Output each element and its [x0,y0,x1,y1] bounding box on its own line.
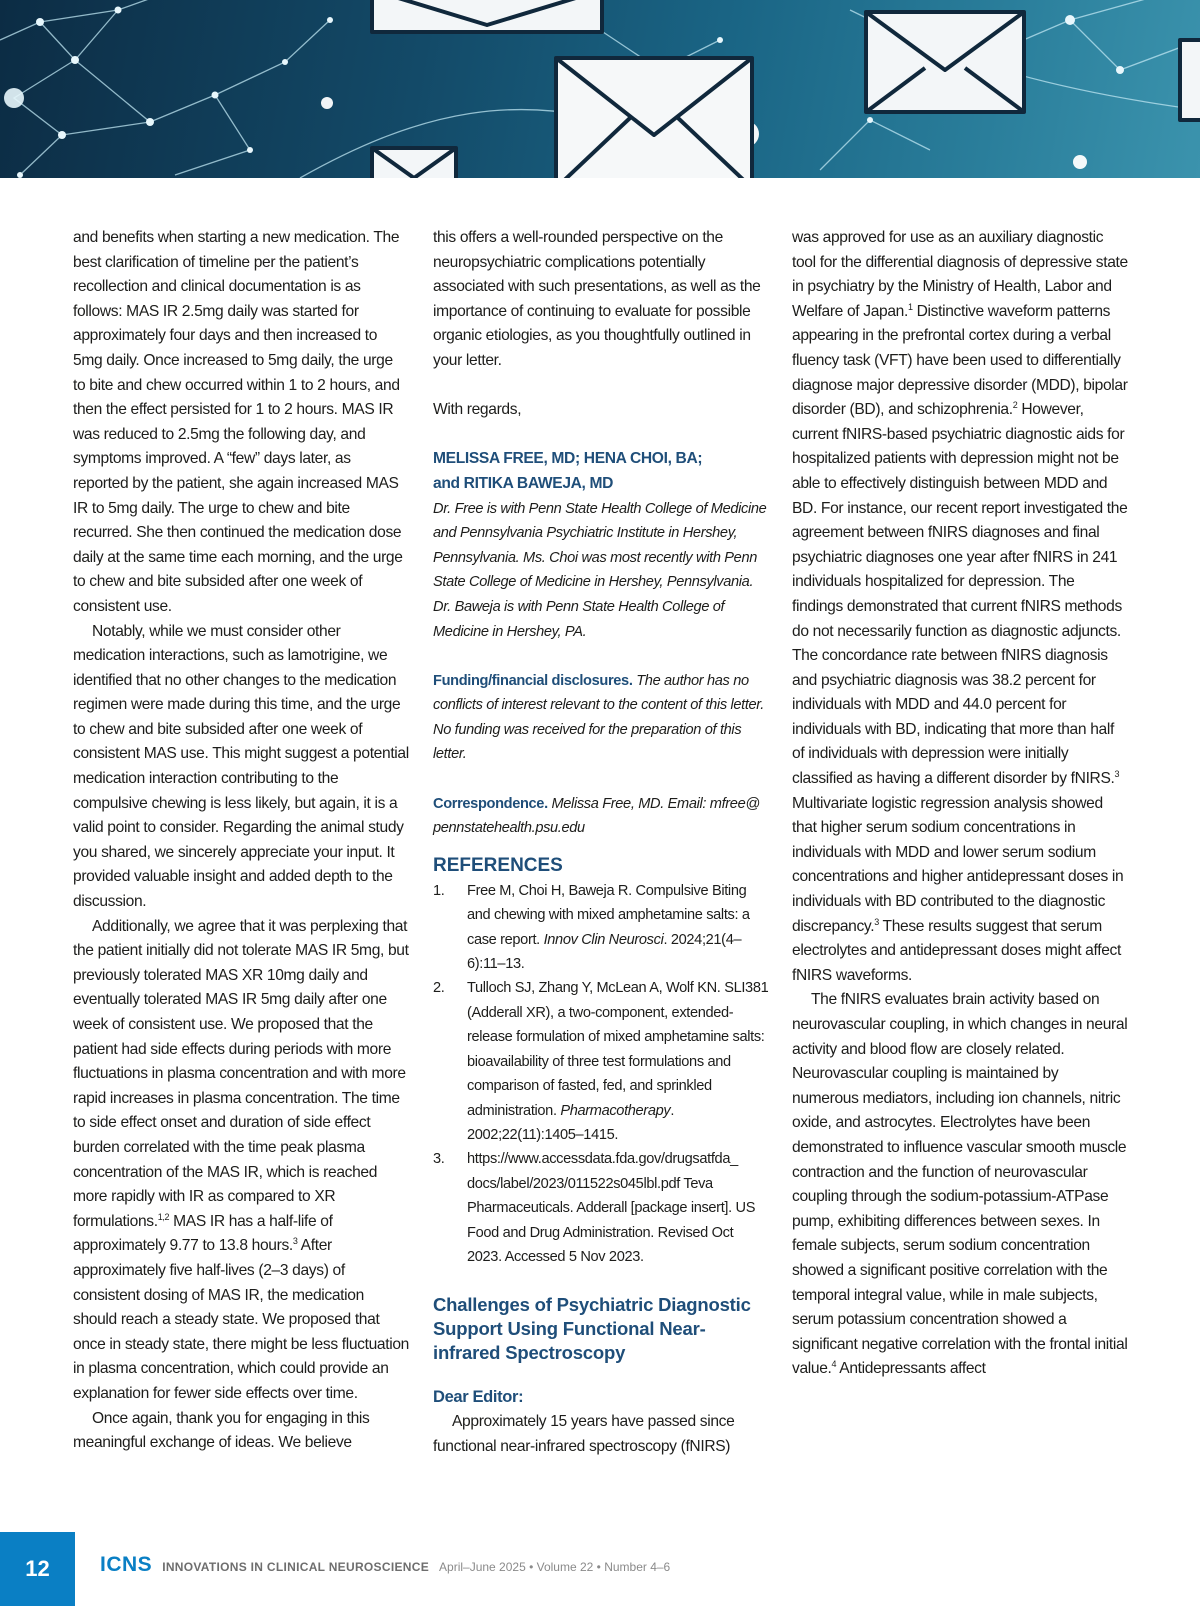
section-title: Challenges of Psychiatric Diagnostic Support Using Functional Near-infrared Spectroscopy [433,1294,751,1364]
email-envelopes-network-banner [0,0,1200,178]
author-affiliation: Dr. Free is with Penn State Health College of Medicine and Pennsylvania Psychiatric Institute in Hershey, Pennsylvania. Ms. Choi was most recently with Penn State College of Medicine in Hershey, Pennsylvania. Dr. Baweja is with Penn State Health College of Medicine in Hershey, PA. [433,500,767,640]
citation-superscript: 1,2 [157,1211,170,1222]
reference-number: 1. [433,882,445,899]
header-banner [0,0,1200,178]
reference-item [433,976,769,1147]
funding-text: The author has no conflicts of interest relevant to the content of this letter. No funding was received for the preparation of this letter. [433,672,764,763]
body-text: MAS IR has a half-life of approximately 9.77 to 13.8 hours. [73,1212,333,1255]
citation-superscript: 2 [1012,400,1018,411]
column-3 [792,226,1128,1382]
body-paragraph [73,915,409,1407]
page-number: 12 [0,1532,75,1606]
body-paragraph: Once again, thank you for engaging in this meaningful exchange of ideas. We believe [73,1409,370,1452]
citation-superscript: 1 [907,301,913,312]
author-names: MELISSA FREE, MD; HENA CHOI, BA; [433,450,703,468]
body-text: After approximately five half-lives (2–3 days) of consistent dosing of MAS IR, the medication should reach a steady state. We proposed that once in steady state, there might be less fluctuation in plasma concentration, which could provide an explanation for fewer side effects over time. [73,1237,409,1402]
body-paragraph: was approved for use as an auxiliary diagnostic tool for the differential diagnosis of depressive state in psychiatry by the Ministry of Health, Labor and Welfare of Japan.$^1$ Distinctive waveform patterns appearing in the prefrontal cortex during a verbal fluency task (VFT) have been used to differentially diagnose major depressive disorder (MDD), bipolar disorder (BD), and schizophrenia.$^2$ However, current fNIRS-based psychiatric diagnostic aids for hospitalized patients with depression might not be able to effectively distinguish between MDD and BD. For instance, our recent report investigated the agreement between fNIRS diagnoses and final psychiatric diagnoses one year after fNIRS in 241 individuals hospitalized for depression. The findings demonstrated that current fNIRS methods do not necessarily function as diagnostic adjuncts. The concordance rate between fNIRS diagnosis and psychiatric diagnosis was 38.2 percent for individuals with MDD and 44.0 percent for individuals with BD, indicating that more than half of individuals with depression were initially classified as having a different disorder by fNIRS.$^3$ Multivariate logistic regression analysis showed that higher serum sodium concentrations in individuals with MDD and lower serum sodium concentrations and higher antidepressant doses in individuals with BD contributed to the diagnostic discrepancy.$^3$ These results suggest that serum electrolytes and antidepressant doses might affect fNIRS waveforms. [792,229,1128,984]
body-text: Additionally, we agree that it was perplexing that the patient initially did not tolerate MAS IR 5mg, but previously tolerated MAS XR 10mg daily and eventually tolerated MAS IR 5mg daily after one week of consistent use. We proposed that the patient had side effects during periods with more fluctuations in plasma concentration and with more rapid increases in plasma concentration. The time to side effect onset and duration of side effect burden correlated with the time peak plasma concentration of the MAS IR, which is reached more rapidly with IR as compared to XR formulations. [73,917,409,1230]
citation-superscript: 4 [831,1359,837,1370]
author-names: and RITIKA BAWEJA, MD [433,474,614,492]
journal-name: INNOVATIONS IN CLINICAL NEUROSCIENCE [162,1560,430,1574]
body-paragraph: Notably, while we must consider other medication interactions, such as lamotrigine, we identified that no other changes to the medication regimen were made during this time, and the urge to chew and bite subsided after one week of consistent MAS use. This might suggest a potential medication interaction contributing to the compulsive chewing is less likely, but again, it is a valid point to consider. Regarding the animal study you shared, we sincerely appreciate your input. It provided valuable insight and added depth to the discussion. [73,622,409,911]
footer [100,1553,670,1583]
funding-disclosure [433,669,769,767]
body-paragraph: and benefits when starting a new medication. The best clarification of timeline per the patient’s recollection and clinical documentation is as follows: MAS IR 2.5mg daily was started for approximately four days and then increased to 5mg daily. Once increased to 5mg daily, the urge to bite and chew occurred within 1 to 2 hours, and then the effect persisted for 1 to 2 hours. MAS IR was reduced to 2.5mg the following day, and symptoms improved. A “few” days later, as reported by the patient, she again increased MAS IR to 5mg daily. The urge to chew and bite recurred. She then continued the medication dose daily at the same time each morning, and the urge to chew and bite subsided after one week of consistent use. [73,229,403,615]
correspondence [433,792,769,841]
issue-info: April–June 2025 • Volume 22 • Number 4–6 [439,1560,671,1574]
column-2 [433,226,769,1459]
column-1 [73,226,409,1456]
reference-link[interactable]: https://www.accessdata.fda.gov/drugsatfda_ docs/label/2023/011522s045lbl.pdf Teva Pharmaceuticals. Adderall [package insert]. US Food and Drug Administration. Revised Oct 2023. Accessed 5 Nov 2023. [467,1151,756,1265]
body-paragraph: Approximately 15 years have passed since functional near-infrared spectroscopy (fNIRS) [433,1412,735,1455]
funding-label: Funding/financial disclosures. [433,672,633,689]
citation-superscript: 3 [1114,769,1120,780]
reference-item [433,1147,769,1269]
journal-logo: ICNS [100,1553,153,1576]
citation-superscript: 3 [874,916,879,927]
reference-text: Free M, Choi H, Baweja R. Compulsive Biting and chewing with mixed amphetamine salts: a case report. Innov Clin Neurosci. 2024;21(4–6):11–13. [467,882,750,973]
citation-superscript: 3 [292,1236,298,1247]
body-paragraph: The fNIRS evaluates brain activity based on neurovascular coupling, in which changes in neural activity and blood flow are closely related. Neurovascular coupling is maintained by numerous mediators, including ion channels, nitric oxide, and astrocytes. Electrolytes have been demonstrated to influence vascular smooth muscle contraction and the function of neurovascular coupling through the sodium-potassium-ATPase pump, exhibiting differences between sexes. In female subjects, serum sodium concentration showed a significant positive correlation with the temporal integral value, while in male subjects, serum potassium concentration showed a significant negative correlation with the frontal initial value.$^4$ Antidepressants affect [792,991,1128,1378]
correspondence-label: Correspondence. [433,795,548,812]
correspondence-text: Melissa Free, MD. Email: mfree@ pennstatehealth.psu.edu [433,795,760,837]
reference-number: 3. [433,1151,445,1168]
closing-line: With regards, [433,401,522,419]
body-paragraph: this offers a well-rounded perspective on the neuropsychiatric complications potentially associated with such presentations, as well as the importance of continuing to evaluate for possible organic etiologies, as you thoughtfully outlined in your letter. [433,229,761,369]
reference-number: 2. [433,980,445,997]
reference-text: Tulloch SJ, Zhang Y, McLean A, Wolf KN. SLI381 (Adderall XR), a two-component, extended-release formulation of mixed amphetamine salts: bioavailability of three test formulations and comparison of fasted, fed, and sprinkled administration. Pharmacotherapy. 2002;22(11):1405–1415. [467,980,769,1143]
salutation: Dear Editor: [433,1388,524,1407]
references-heading: REFERENCES [433,854,563,876]
reference-item [433,879,769,977]
